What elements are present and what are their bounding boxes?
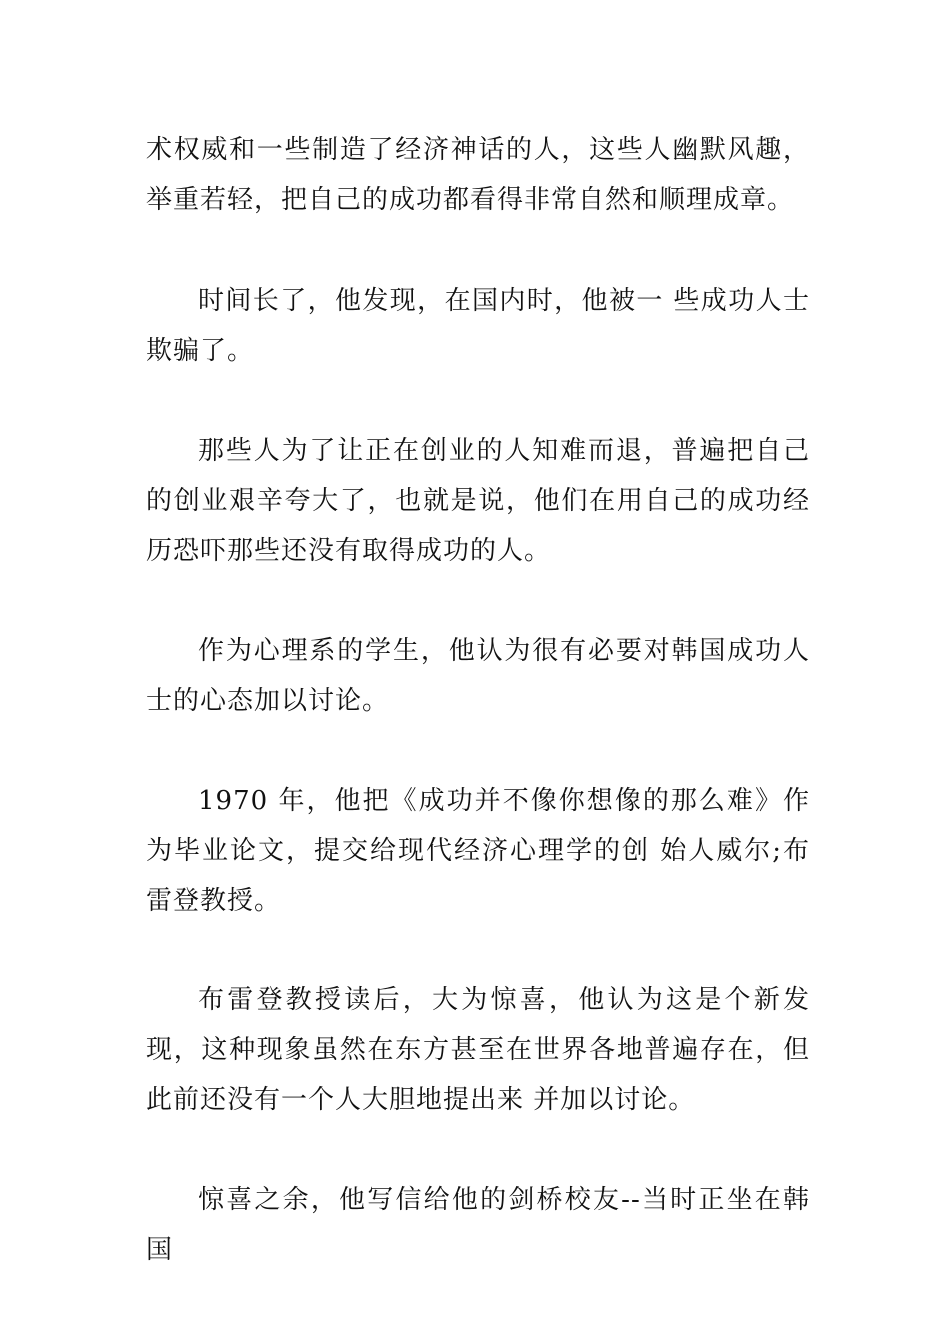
paragraph: 布雷登教授读后，大为惊喜，他认为这是个新发现，这种现象虽然在东方甚至在世界各地普遍存在，但此前还没有一个人大胆地提出来 并加以讨论。 <box>146 985 810 1115</box>
paragraph: 1970 年，他把《成功并不像你想像的那么难》作为毕业论文，提交给现代经济心理学的创 始人威尔;布雷登教授。 <box>146 786 810 916</box>
paragraph: 那些人为了让正在创业的人知难而退，普遍把自己的创业艰辛夸大了，也就是说，他们在用自己的成功经历恐吓那些还没有取得成功的人。 <box>146 436 810 566</box>
paragraph: 时间长了，他发现，在国内时，他被一 些成功人士欺骗了。 <box>146 286 810 366</box>
paragraph-truncated: 惊喜之余，他写信给他的剑桥校友--当时正坐在韩国 <box>146 1185 810 1265</box>
paragraph: 作为心理系的学生，他认为很有必要对韩国成功人士的心态加以讨论。 <box>146 636 810 716</box>
paragraph-continued: 术权威和一些制造了经济神话的人，这些人幽默风趣，举重若轻，把自己的成功都看得非常自然和顺理成章。 <box>146 135 810 215</box>
